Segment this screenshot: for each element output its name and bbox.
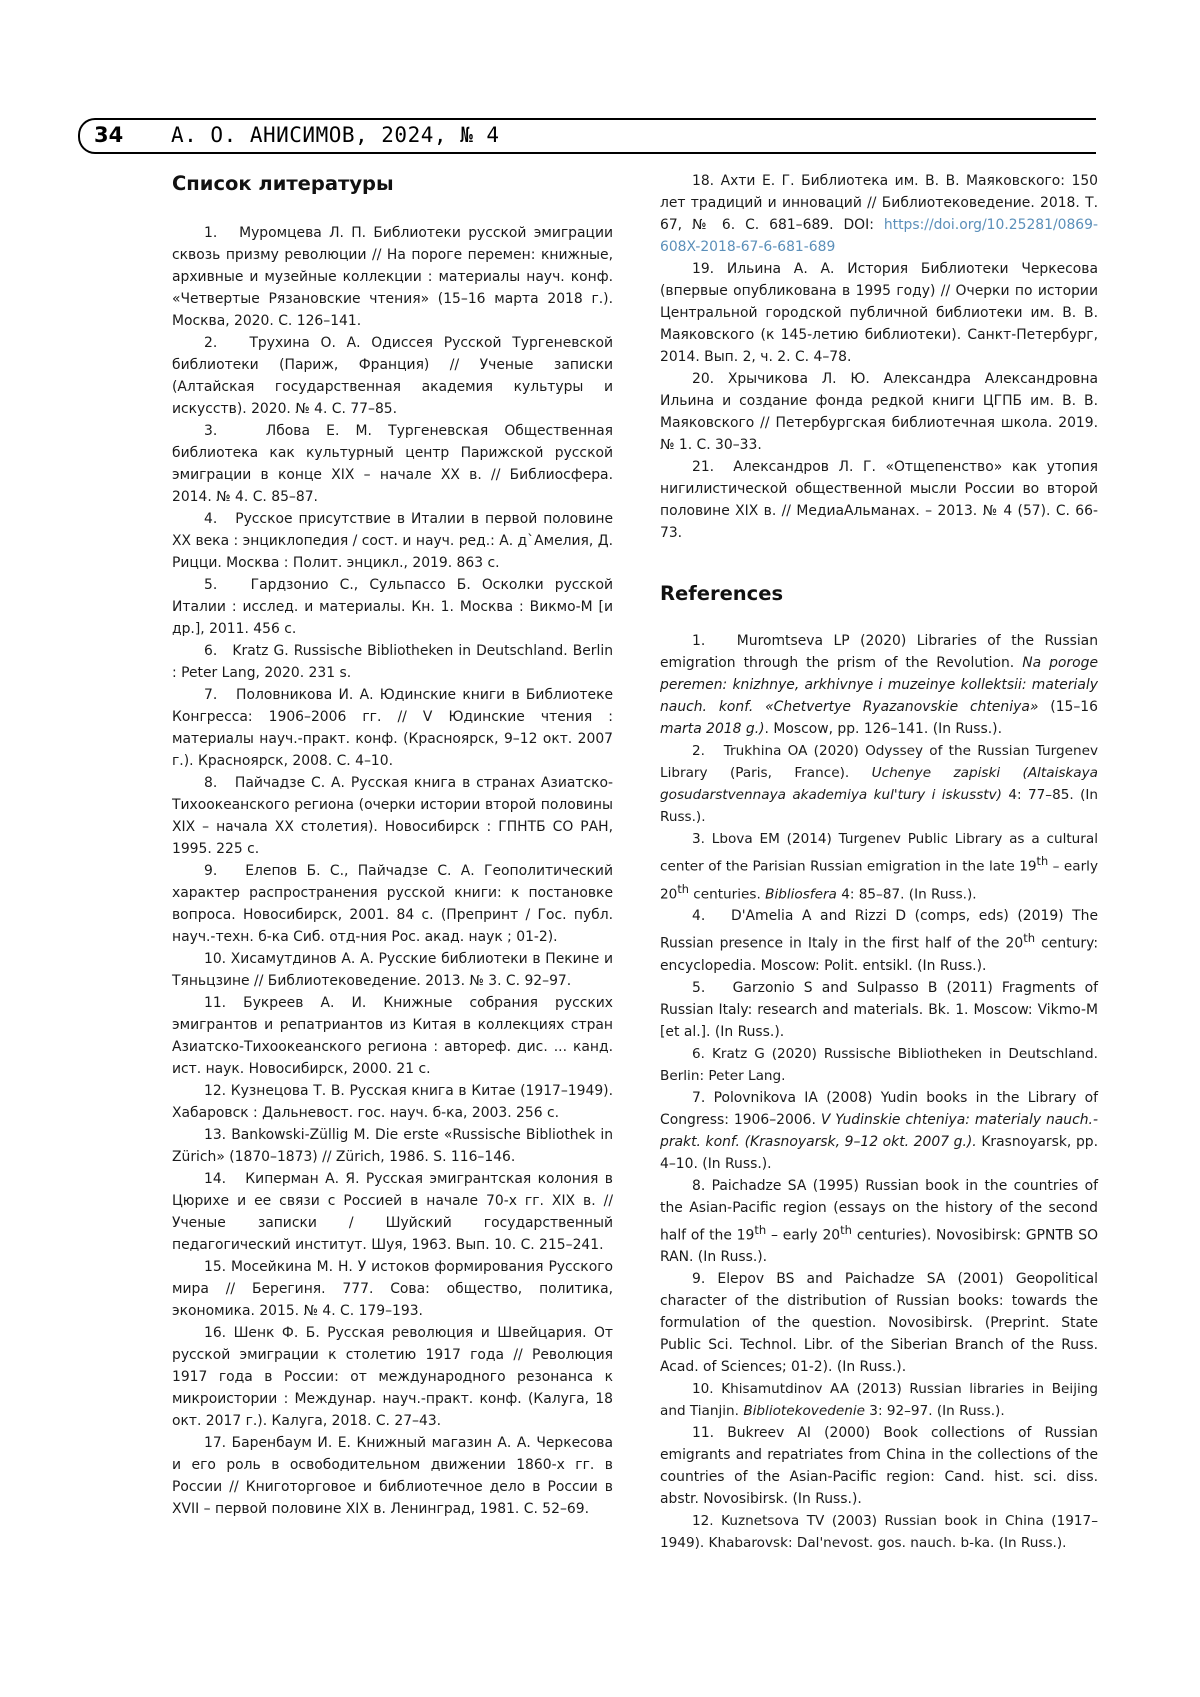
reference-1-source: Na poroge peremen: knizhnye, arkhivnye i muzeinye kollektsii: materialy nauch. konf. «Chetvertye Ryazanovskie chteniya»	[660, 655, 1098, 715]
reference-1-text-2: (15–16	[1038, 699, 1098, 715]
reference-item-6: 6. Kratz G (2020) Russische Bibliotheken in Deutschland. Berlin: Peter Lang.	[660, 1045, 1098, 1084]
literature-title: Список литературы	[172, 172, 394, 195]
reference-item-8	[660, 1175, 1098, 1269]
reference-3-source: Bibliosfera	[765, 886, 837, 903]
reference-3-text-2: – early 20	[660, 858, 1099, 903]
literature-item-18	[660, 170, 1098, 258]
doi-link[interactable]: https://doi.org/10.25281/0869-608X-2018-67-6-681-689	[660, 217, 1098, 255]
literature-item-20: 20. Хрычикова Л. Ю. Александра Александровна Ильина и создание фонда редкой книги ЦГПБ им. В. В. Маяковского // Петербургская библиотечная школа. 2019. № 1. С. 30–33.	[660, 371, 1098, 453]
reference-3-text: 3. Lbova EM (2014) Turgenev Public Library as a cultural center of the Parisian Russian emigration in the late 19	[660, 831, 1098, 875]
literature-item-9: 9. Елепов Б. С., Пайчадзе С. А. Геополитический характер распространения русской книги: к постановке вопроса. Новосибирск, 2001. 84 с. (Препринт / Гос. публ. науч.-техн. б-ка Сиб. отд-ния Рос. акад. наук ; 01-2).	[172, 863, 613, 945]
reference-7-text: 7. Polovnikova IA (2008) Yudin books in the Library of Congress: 1906–2006.	[660, 1089, 1098, 1128]
literature-item-21: 21. Александров Л. Г. «Отщепенство» как утопия нигилистической общественной мысли России во второй половине XIX в. // МедиаАльманах. – 2013. № 4 (57). С. 66-73.	[660, 459, 1098, 541]
literature-item-2: 2. Трухина О. А. Одиссея Русской Тургеневской библиотеки (Париж, Франция) // Ученые записки (Алтайская государственная академия культуры и искусств). 2020. № 4. С. 77–85.	[172, 335, 613, 417]
literature-item-4: 4. Русское присутствие в Италии в первой половине XX века : энциклопедия / сост. и науч. ред.: А. д`Амелия, Д. Рицци. Москва : Полит. энцикл., 2019. 863 с.	[172, 511, 613, 571]
reference-1-text-3: . Moscow, pp. 126–141. (In Russ.).	[764, 721, 1002, 737]
page-number: 34	[94, 123, 124, 147]
literature-item-11: 11. Букреев А. И. Книжные собрания русских эмигрантов и репатриантов из Китая в коллекциях стран Азиатско-Тихоокеанского региона : автореф. дис. ... канд. ист. наук. Новосибирск, 2000. 21 с.	[172, 995, 613, 1077]
literature-item-17: 17. Баренбаум И. Е. Книжный магазин А. А. Черкесова и его роль в освободительном движении 1860-х гг. в России // Книготорговое и библиотечное дело в России в XVII – первой половине XIX в. Ленинград, 1981. С. 52–69.	[172, 1435, 613, 1517]
literature-item-19: 19. Ильина А. А. История Библиотеки Черкесова (впервые опубликована в 1995 году) // Очерки по истории Центральной городской публичной библиотеки им. В. В. Маяковского (к 145-летию библиотеки). Санкт-Петербург, 2014. Вып. 2, ч. 2. С. 4–78.	[660, 261, 1098, 365]
reference-item-2	[660, 740, 1098, 828]
literature-item-10: 10. Хисамутдинов А. А. Русские библиотеки в Пекине и Тяньцзине // Библиотековедение. 2013. № 3. С. 92–97.	[172, 951, 613, 989]
reference-item-10	[660, 1378, 1098, 1422]
reference-item-1	[660, 630, 1098, 740]
reference-item-11: 11. Bukreev AI (2000) Book collections of Russian emigrants and repatriates from China in the collections of the countries of the Asian-Pacific region: Cand. hist. sci. diss. abstr. Novosibirsk. (In Russ.).	[660, 1425, 1098, 1508]
literature-item-16: 16. Шенк Ф. Б. Русская революция и Швейцария. От русской эмиграции к столетию 1917 года // Революция 1917 года в России: от международного резонанса к микроистории : Междунар. науч.-практ. конф. (Калуга, 18 окт. 2017 г.). Калуга, 2018. С. 27–43.	[172, 1325, 613, 1429]
literature-item-8: 8. Пайчадзе С. А. Русская книга в странах Азиатско-Тихоокеанского региона (очерки истории второй половины XIX – начала XX столетия). Новосибирск : ГПНТБ СО РАН, 1995. 225 с.	[172, 775, 613, 857]
reference-2-text-2: 4: 77–85. (In Russ.).	[660, 787, 1098, 825]
reference-item-7	[660, 1087, 1098, 1175]
reference-item-5: 5. Garzonio S and Sulpasso B (2011) Fragments of Russian Italy: research and materials. Bk. 1. Moscow: Vikmo-M [et al.]. (In Russ.).	[660, 979, 1098, 1040]
reference-10-text-2: 3: 92–97. (In Russ.).	[864, 1403, 1005, 1420]
reference-8-text-3: centuries). Novosibirsk: GPNTB SO RAN. (In Russ.).	[660, 1227, 1099, 1266]
reference-7-source: V Yudinskie chteniya: materialy nauch.-prakt. konf. (Krasnoyarsk, 9–12 okt. 2007 g.).	[660, 1111, 1098, 1150]
literature-item-14: 14. Киперман А. Я. Русская эмигрантская колония в Цюрихе и ее связи с Россией в начале 70-х гг. XIX в. // Ученые записки / Шуйский государственный педагогический институт. Шуя, 1963. Вып. 10. С. 215–241.	[172, 1171, 613, 1253]
reference-10-text: 10. Khisamutdinov AA (2013) Russian libraries in Beijing and Tianjin.	[660, 1381, 1098, 1420]
reference-4-text: 4. D'Amelia A and Rizzi D (comps, eds) (2019) The Russian presence in Italy in the first half of the 20	[660, 908, 1098, 952]
references-title: References	[660, 582, 784, 605]
reference-item-4	[660, 905, 1098, 977]
reference-10-source: Bibliotekovedenie	[743, 1403, 865, 1420]
reference-8-text-2: – early 20	[766, 1227, 841, 1244]
reference-4-sup: th	[1023, 931, 1036, 946]
reference-8-sup-1: th	[754, 1222, 767, 1237]
reference-2-source: Uchenye zapiski (Altaiskaya gosudarstvennaya akademiya kul'tury i iskusstv)	[660, 765, 1098, 803]
reference-3-text-3: centuries.	[688, 886, 766, 903]
literature-item-18-text: 18. Ахти Е. Г. Библиотека им. В. В. Маяковского: 150 лет традиций и инноваций // Библиотековедение. 2018. Т. 67, № 6. С. 681–689. DOI:	[660, 173, 1098, 233]
reference-4-text-2: century: encyclopedia. Moscow: Polit. entsikl. (In Russ.).	[660, 935, 1098, 974]
reference-1-date: marta 2018 g.)	[660, 721, 765, 737]
running-head: А. О. АНИСИМОВ, 2024, № 4	[171, 123, 500, 147]
literature-item-3: 3. Лбова Е. М. Тургеневская Общественная библиотека как культурный центр Парижской русской эмиграции в конце XIX – начале XX в. // Библиосфера. 2014. № 4. С. 85–87.	[172, 423, 613, 505]
reference-3-text-4: 4: 85–87. (In Russ.).	[836, 886, 977, 903]
literature-item-6: 6. Kratz G. Russische Bibliotheken in Deutschland. Berlin : Peter Lang, 2020. 231 s.	[172, 643, 613, 681]
left-column	[172, 170, 613, 1520]
right-column	[660, 170, 1098, 1554]
reference-3-sup-1: th	[1036, 854, 1049, 868]
literature-item-7: 7. Половникова И. А. Юдинские книги в Библиотеке Конгресса: 1906–2006 гг. // V Юдинские чтения : материалы науч.-практ. конф. (Красноярск, 9–12 окт. 2007 г.). Красноярск, 2008. С. 4–10.	[172, 687, 613, 769]
reference-1-text: 1. Muromtseva LP (2020) Libraries of the Russian emigration through the prism of the Revolution.	[660, 633, 1098, 671]
reference-2-text: 2. Trukhina OA (2020) Odyssey of the Russian Turgenev Library (Paris, France).	[660, 743, 1098, 781]
literature-item-15: 15. Мосейкина М. Н. У истоков формирования Русского мира // Берегиня. 777. Сова: общество, политика, экономика. 2015. № 4. С. 179–193.	[172, 1259, 613, 1319]
page-header	[78, 118, 1100, 154]
literature-item-12: 12. Кузнецова Т. В. Русская книга в Китае (1917–1949). Хабаровск : Дальневост. гос. науч. б-ка, 2003. 256 с.	[172, 1083, 613, 1121]
reference-8-sup-2: th	[840, 1222, 853, 1237]
reference-8-text: 8. Paichadze SA (1995) Russian book in the countries of the Asian-Pacific region (essays on the history of the second half of the 19	[660, 1177, 1098, 1244]
literature-item-1: 1. Муромцева Л. П. Библиотеки русской эмиграции сквозь призму революции // На пороге перемен: книжные, архивные и музейные коллекции : материалы науч. конф. «Четвертые Рязановские чтения» (15–16 марта 2018 г.). Москва, 2020. С. 126–141.	[172, 225, 613, 329]
reference-3-sup-2: th	[677, 881, 689, 896]
literature-item-13: 13. Bankowski-Züllig M. Die erste «Russische Bibliothek in Zürich» (1870–1873) // Zürich, 1986. S. 116–146.	[172, 1127, 613, 1165]
reference-item-12: 12. Kuznetsova TV (2003) Russian book in China (1917–1949). Khabarovsk: Dal'nevost. gos. nauch. b-ka. (In Russ.).	[660, 1513, 1098, 1552]
reference-7-text-2: Krasnoyarsk, pp. 4–10. (In Russ.).	[660, 1133, 1098, 1172]
reference-item-9: 9. Elepov BS and Paichadze SA (2001) Geopolitical character of the distribution of Russian books: towards the formulation of the question. Novosibirsk. (Preprint. State Public Sci. Technol. Libr. of the Siberian Branch of the Russ. Acad. of Sciences; 01-2). (In Russ.).	[660, 1271, 1098, 1376]
reference-item-3	[660, 828, 1098, 905]
literature-item-5: 5. Гардзонио С., Сульпассо Б. Осколки русской Италии : исслед. и материалы. Кн. 1. Москва : Викмо-М [и др.], 2011. 456 с.	[172, 577, 613, 637]
